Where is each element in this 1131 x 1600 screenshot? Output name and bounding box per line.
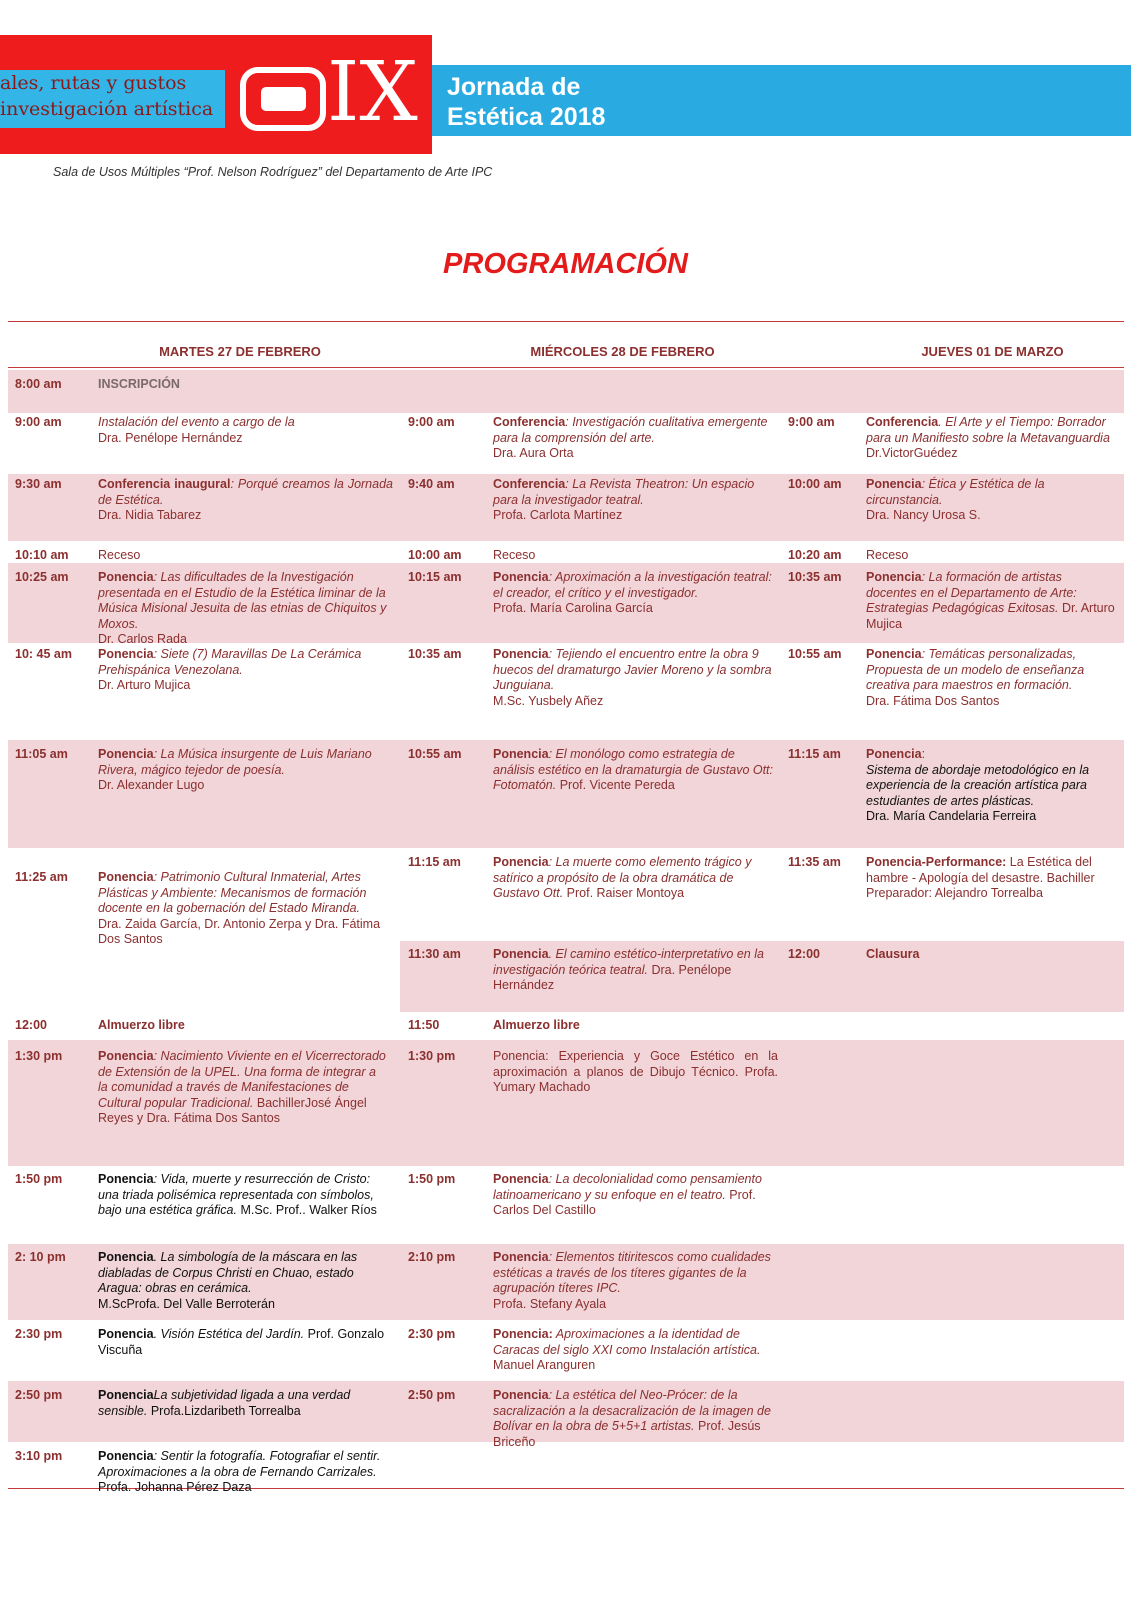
session-entry: Ponencia: Vida, muerte y resurrección de Cristo: una triada polisémica representada con símbolos, bajo una estética gráfica. M.Sc. Prof.. Walker Ríos xyxy=(98,1172,377,1217)
time-label: 9:30 am xyxy=(15,477,62,491)
time-label: 10:35 am xyxy=(408,647,462,661)
time-label: 3:10 pm xyxy=(15,1449,63,1463)
time-label: 1:30 pm xyxy=(408,1049,456,1063)
session-entry: Ponencia: El monólogo como estrategia de análisis estético en la dramaturgia de Gustavo Ott: Fotomatón. Prof. Vicente Pereda xyxy=(493,747,774,792)
time-label: 10:15 am xyxy=(408,570,462,584)
time-label: 2:50 pm xyxy=(15,1388,63,1402)
time-label: 1:30 pm xyxy=(15,1049,63,1063)
session-entry: Ponencia: La estética del Neo-Prócer: de la sacralización a la desacralización de la imagen de Bolívar en la obra de 5+5+1 artistas. Prof. Jesús Briceño xyxy=(493,1388,771,1449)
session-entry: Conferencia inaugural: Porqué creamos la Jornada de Estética. Dra. Nidia Tabarez xyxy=(98,477,393,522)
banner-subtitle-line2: investigación artística xyxy=(0,98,214,120)
time-label: 10:55 am xyxy=(788,647,842,661)
session-entry: Ponencia: Sentir la fotografía. Fotografiar el sentir. Aproximaciones a la obra de Fernando Carrizales. Profa. Johanna Pérez Daza xyxy=(98,1449,381,1494)
time-label: 9:00 am xyxy=(408,415,455,429)
time-label: 10:20 am xyxy=(788,548,842,562)
day-heading-tue: MARTES 27 DE FEBRERO xyxy=(159,344,321,359)
session-label: Almuerzo libre xyxy=(98,1018,185,1032)
session-entry: Ponencia: Experiencia y Goce Estético en la aproximación a planos de Dibujo Técnico. Profa. Yumary Machado xyxy=(493,1049,778,1094)
session-entry: Receso xyxy=(866,548,909,562)
time-label: 12:00 xyxy=(788,947,820,961)
session-entry: Ponencia: Las dificultades de la Investigación presentada en el Estudio de la Estética liminar de la Música Misional Jesuita de las etnias de Chiquitos y Moxos. Dr. Carlos Rada xyxy=(98,570,387,646)
time-label: 11:30 am xyxy=(408,947,461,961)
session-entry: Conferencia: La Revista Theatron: Un espacio para la investigador teatral. Profa. Carlota Martínez xyxy=(493,477,755,522)
session-entry: Ponencia: Patrimonio Cultural Inmaterial, Artes Plásticas y Ambiente: Mecanismos de formación docente en la gobernación del Estado Miranda. Dra. Zaida García, Dr. Antonio Zerpa y Dra. Fátima Dos Santos xyxy=(98,870,381,946)
session-entry: Ponencia: Sistema de abordaje metodológico en la experiencia de la creación artística para estudiantes de artes plásticas. Dra. María Candelaria Ferreira xyxy=(866,747,1090,823)
session-entry: Ponencia: Tejiendo el encuentro entre la obra 9 huecos del dramaturgo Javier Moreno y la sombra Junguiana. M.Sc. Yusbely Añez xyxy=(493,647,772,708)
session-entry: Ponencia: La formación de artistas docentes en el Departamento de Arte: Estrategias Pedagógicas Exitosas. Dr. Arturo Mujica xyxy=(866,570,1115,631)
logo-roman-numeral: IX xyxy=(327,45,418,140)
session-label: Almuerzo libre xyxy=(493,1018,580,1032)
time-label: 10:35 am xyxy=(788,570,842,584)
session-entry: Ponencia-Performance: La Estética del hambre - Apología del desastre. Bachiller Preparador: Alejandro Torrealba xyxy=(866,855,1095,900)
time-label: 1:50 pm xyxy=(15,1172,63,1186)
rule-header xyxy=(8,367,1124,368)
session-entry: Receso xyxy=(98,548,141,562)
time-label: 2:50 pm xyxy=(408,1388,456,1402)
time-label: 11:15 am xyxy=(788,747,841,761)
time-label: 9:00 am xyxy=(15,415,62,429)
venue-text: Sala de Usos Múltiples “Prof. Nelson Rodríguez” del Departamento de Arte IPC xyxy=(53,165,493,179)
banner-subtitle-line1: ales, rutas y gustos xyxy=(0,72,187,94)
session-entry: Ponencia: La muerte como elemento trágico y satírico a propósito de la obra dramática de Gustavo Ott. Prof. Raiser Montoya xyxy=(493,855,752,900)
session-entry: Ponencia. La simbología de la máscara en las diabladas de Corpus Christi en Chuao, estado Aragua: obras en cerámica. M.ScProfa. Del Valle Berroterán xyxy=(98,1250,358,1311)
session-entry: PonenciaLa subjetividad ligada a una verdad sensible. Profa.Lizdaribeth Torrealba xyxy=(98,1388,351,1418)
time-label: 12:00 xyxy=(15,1018,47,1032)
time-label: 2:30 pm xyxy=(15,1327,63,1341)
session-label: INSCRIPCIÓN xyxy=(98,377,180,391)
time-label: 2: 10 pm xyxy=(15,1250,66,1264)
event-title xyxy=(447,72,605,132)
time-label: 10: 45 am xyxy=(15,647,72,661)
session-entry: Ponencia: Aproximación a la investigación teatral: el creador, el crítico y el investigador. Profa. María Carolina García xyxy=(493,570,772,615)
session-entry: Ponencia: Aproximaciones a la identidad de Caracas del siglo XXI como Instalación artística. Manuel Aranguren xyxy=(493,1327,761,1372)
time-label: 11:25 am xyxy=(15,870,68,884)
time-label: 11:15 am xyxy=(408,855,461,869)
event-title-line2: Estética 2018 xyxy=(447,103,606,131)
session-entry: Instalación del evento a cargo de la Dra. Penélope Hernández xyxy=(98,415,295,445)
time-label: 9:00 am xyxy=(788,415,835,429)
time-label: 10:25 am xyxy=(15,570,69,584)
session-entry: Ponencia: Siete (7) Maravillas De La Cerámica Prehispánica Venezolana. Dr. Arturo Mujica xyxy=(98,647,362,692)
rule-top xyxy=(8,321,1124,322)
time-label: 11:35 am xyxy=(788,855,841,869)
time-label: 8:00 am xyxy=(15,377,62,391)
session-entry: Receso xyxy=(493,548,536,562)
session-label: Clausura xyxy=(866,947,920,961)
time-label: 2:10 pm xyxy=(408,1250,456,1264)
event-title-line1: Jornada de xyxy=(447,73,581,101)
session-entry: Ponencia. El camino estético-interpretativo en la investigación teórica teatral. Dra. Penélope Hernández xyxy=(493,947,764,992)
time-label: 10:00 am xyxy=(788,477,842,491)
time-label: 2:30 pm xyxy=(408,1327,456,1341)
session-entry: Ponencia: Elementos titiritescos como cualidades estéticas a través de los títeres gigantes de la agrupación títeres IPC. Profa. Stefany Ayala xyxy=(493,1250,771,1311)
time-label: 10:00 am xyxy=(408,548,462,562)
session-entry: Ponencia: La Música insurgente de Luis Mariano Rivera, mágico tejedor de poesía. Dr. Alexander Lugo xyxy=(98,747,372,792)
page-title: PROGRAMACIÓN xyxy=(443,248,688,280)
time-label: 11:50 xyxy=(408,1018,440,1032)
session-entry: Ponencia: Temáticas personalizadas, Propuesta de un modelo de enseñanza creativa para maestros en formación. Dra. Fátima Dos Santos xyxy=(866,647,1085,708)
time-label: 11:05 am xyxy=(15,747,68,761)
session-entry: Ponencia: Ética y Estética de la circunstancia. Dra. Nancy Urosa S. xyxy=(866,477,1045,522)
session-entry: Conferencia: Investigación cualitativa emergente para la comprensión del arte. Dra. Aura Orta xyxy=(493,415,768,460)
day-heading-thu: JUEVES 01 DE MARZO xyxy=(921,344,1064,359)
day-heading-wed: MIÉRCOLES 28 DE FEBRERO xyxy=(530,344,715,359)
logo-inner-icon xyxy=(256,82,311,116)
time-label: 10:10 am xyxy=(15,548,69,562)
session-entry: Ponencia. Visión Estética del Jardín. Prof. Gonzalo Viscuña xyxy=(98,1327,385,1357)
time-label: 9:40 am xyxy=(408,477,455,491)
time-label: 10:55 am xyxy=(408,747,462,761)
session-entry: Ponencia: La decolonialidad como pensamiento latinoamericano y su enfoque en el teatro. Prof. Carlos Del Castillo xyxy=(493,1172,762,1217)
session-entry: Ponencia: Nacimiento Viviente en el Vicerrectorado de Extensión de la UPEL. Una forma de integrar a la comunidad a través de Manifestaciones de Cultural popular Tradicional. BachillerJosé Ángel Reyes y Dra. Fátima Dos Santos xyxy=(98,1049,386,1125)
session-entry: Conferencia. El Arte y el Tiempo: Borrador para un Manifiesto sobre la Metavanguardia Dr.VictorGuédez xyxy=(866,415,1110,460)
time-label: 1:50 pm xyxy=(408,1172,456,1186)
